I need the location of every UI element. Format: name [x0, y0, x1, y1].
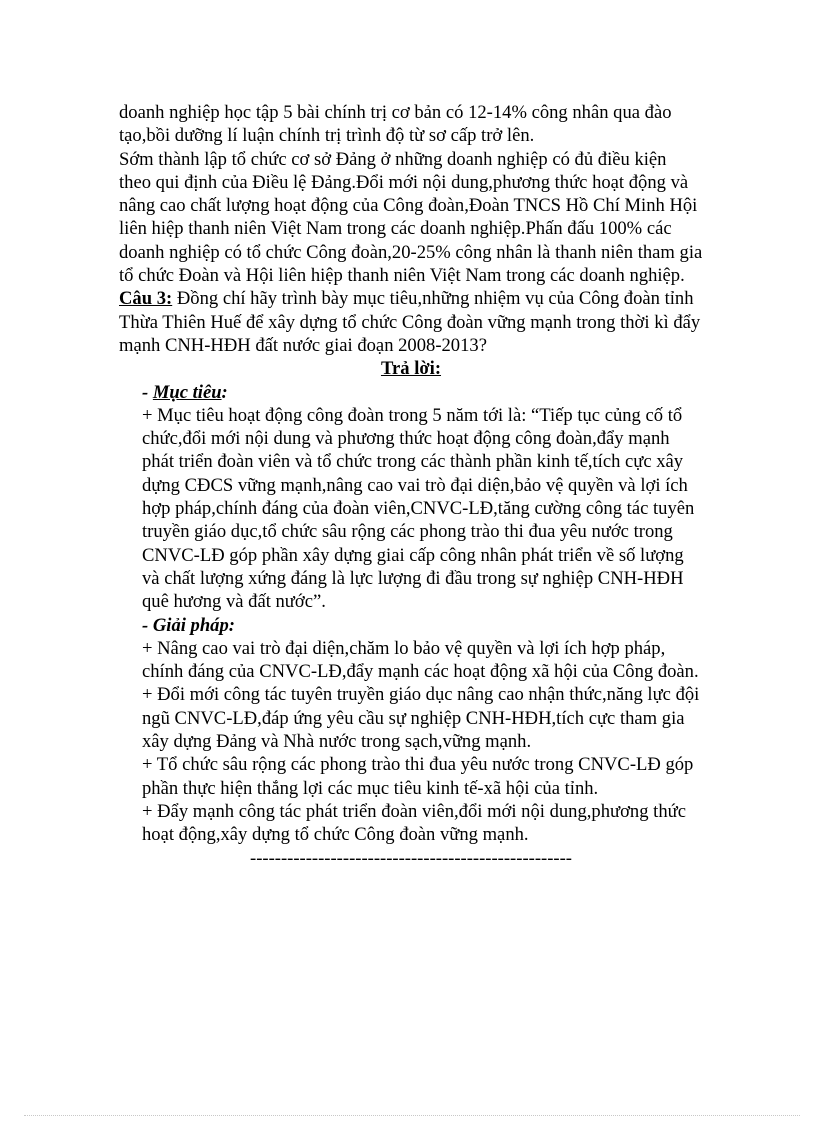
- goal-suffix: :: [221, 381, 228, 403]
- end-divider: ----------------------------------------------------: [250, 847, 572, 869]
- solution-heading: [119, 614, 703, 637]
- solution-item-1: + Nâng cao vai trò đại diện,chăm lo bảo vệ quyền và lợi ích hợp pháp, chính đáng của CNVC-LĐ,đẩy mạnh các hoạt động xã hội của Công đoàn.: [142, 637, 699, 683]
- solution-item-3: + Tổ chức sâu rộng các phong trào thi đua yêu nước trong CNVC-LĐ góp phần thực hiện thắng lợi các mục tiêu kinh tế-xã hội của tỉnh.: [142, 754, 694, 799]
- question-label: Câu 3:: [119, 288, 173, 310]
- question-paragraph: [119, 287, 703, 357]
- page-footer-rule: [24, 1115, 800, 1116]
- answer-heading: Trả lời:: [380, 358, 442, 380]
- solution-prefix: -: [142, 614, 153, 636]
- solution-item-4: + Đẩy mạnh công tác phát triển đoàn viên,đổi mới nội dung,phương thức hoạt động,xây dựng tổ chức Công đoàn vững mạnh.: [142, 800, 686, 846]
- goal-label: Mục tiêu: [152, 381, 222, 403]
- goal-prefix: -: [142, 381, 153, 403]
- intro-paragraph-1: doanh nghiệp học tập 5 bài chính trị cơ bản có 12-14% công nhân qua đào tạo,bồi dưỡng lí luận chính trị trình độ từ sơ cấp trở lên.: [119, 102, 672, 147]
- solution-label: Giải pháp:: [152, 614, 235, 636]
- solution-item-2: + Đổi mới công tác tuyên truyền giáo dục nâng cao nhận thức,năng lực đội ngũ CNVC-LĐ,đáp ứng yêu cầu sự nghiệp CNH-HĐH,tích cực tham gia xây dựng Đảng và Nhà nước trong sạch,vững mạnh.: [142, 684, 700, 753]
- intro-paragraph-2: Sớm thành lập tổ chức cơ sở Đảng ở những doanh nghiệp có đủ điều kiện theo qui định của Điều lệ Đảng.Đổi mới nội dung,phương thức hoạt động và nâng cao chất lượng hoạt động của Công đoàn,Đoàn TNCS Hồ Chí Minh Hội liên hiệp thanh niên Việt Nam trong các doanh nghiệp.Phấn đấu 100% các doanh nghiệp có tổ chức Công đoàn,20-25% công nhân là thanh niên tham gia tổ chức Đoàn và Hội liên hiệp thanh niên Việt Nam trong các doanh nghiệp.: [119, 148, 703, 287]
- goal-item-1: + Mục tiêu hoạt động công đoàn trong 5 năm tới là: “Tiếp tục củng cố tổ chức,đổi mới nội dung và phương thức hoạt động công đoàn,đẩy mạnh phát triển đoàn viên và tổ chức trong các thành phần kinh tế,tích cực xây dựng CĐCS vững mạnh,nâng cao vai trò đại diện,bảo vệ quyền và lợi ích hợp pháp,chính đáng của đoàn viên,CNVC-LĐ,tăng cường công tác tuyên truyền giáo dục,tổ chức sâu rộng các phong trào thi đua yêu nước trong CNVC-LĐ góp phần xây dựng giai cấp công nhân phát triển về số lượng và chất lượng xứng đáng là lực lượng đi đầu trong sự nghiệp CNH-HĐH quê hương và đất nước”.: [142, 404, 695, 613]
- goal-heading: [119, 381, 703, 404]
- document-body: [119, 101, 703, 870]
- question-text: Đồng chí hãy trình bày mục tiêu,những nhiệm vụ của Công đoàn tỉnh Thừa Thiên Huế để xây dựng tổ chức Công đoàn vững mạnh trong thời kì đẩy mạnh CNH-HĐH đất nước giai đoạn 2008-2013?: [119, 288, 701, 356]
